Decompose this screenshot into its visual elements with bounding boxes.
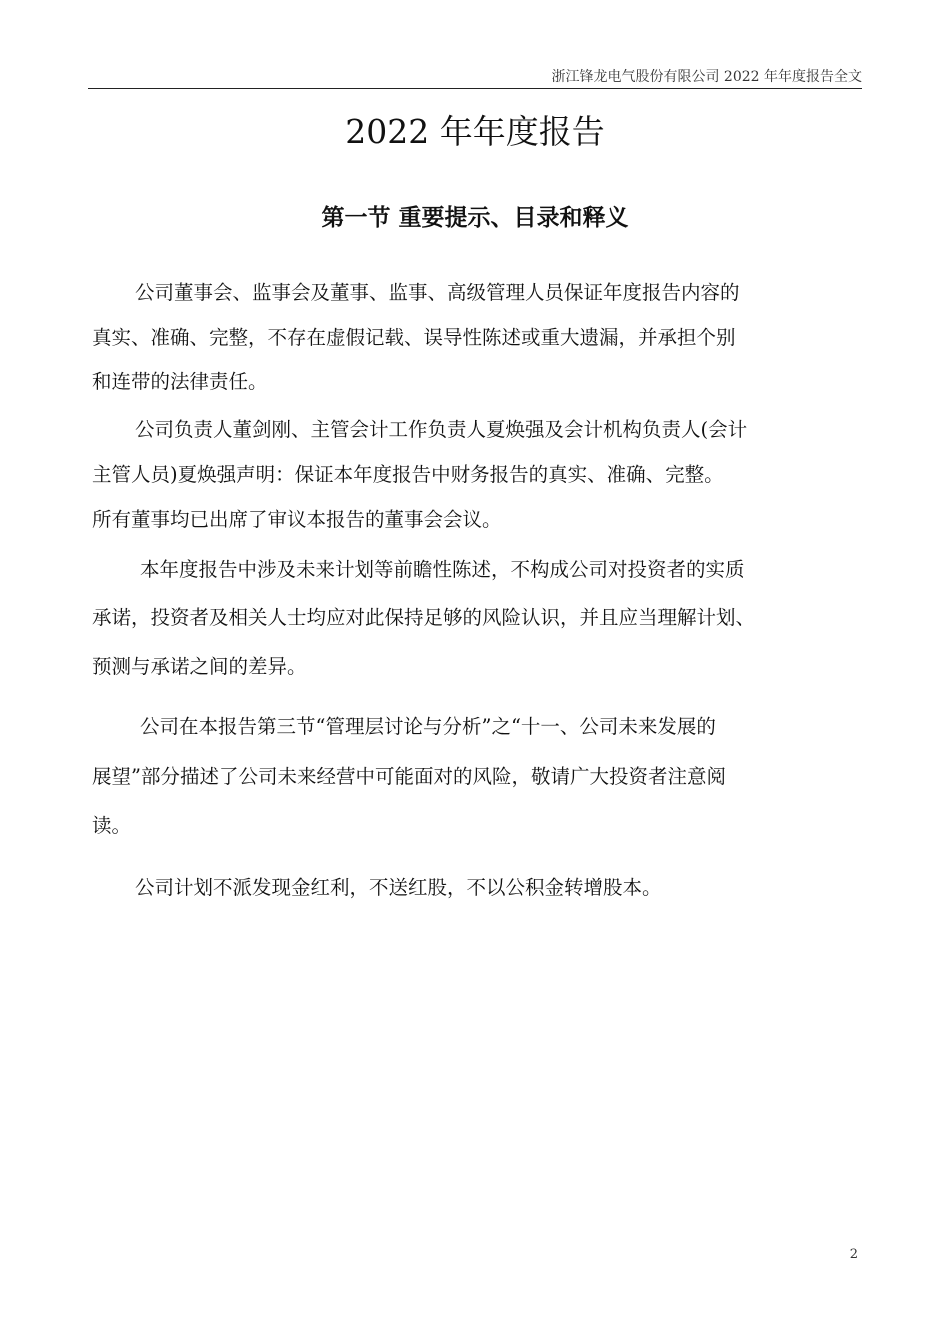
paragraph-3-line-1: 本年度报告中涉及未来计划等前瞻性陈述，不构成公司对投资者的实质 xyxy=(140,558,745,581)
document-title: 2022 年年度报告 xyxy=(345,112,605,151)
paragraph-4-line-1: 公司在本报告第三节“管理层讨论与分析”之“十一、公司未来发展的 xyxy=(140,715,716,738)
paragraph-4-line-2: 展望”部分描述了公司未来经营中可能面对的风险，敬请广大投资者注意阅 xyxy=(92,765,726,788)
paragraph-3-line-2: 承诺，投资者及相关人士均应对此保持足够的风险认识，并且应当理解计划、 xyxy=(92,606,756,629)
paragraph-1-line-3: 和连带的法律责任。 xyxy=(92,370,268,393)
paragraph-2-line-1: 公司负责人董剑刚、主管会计工作负责人夏焕强及会计机构负责人(会计 xyxy=(135,418,748,441)
header-divider xyxy=(88,88,862,89)
paragraph-1-line-1: 公司董事会、监事会及董事、监事、高级管理人员保证年度报告内容的 xyxy=(135,281,740,304)
page-number: 2 xyxy=(849,1247,858,1262)
paragraph-2-line-2: 主管人员)夏焕强声明：保证本年度报告中财务报告的真实、准确、完整。 xyxy=(92,463,724,486)
paragraph-3-line-3: 预测与承诺之间的差异。 xyxy=(92,655,307,678)
paragraph-1-line-2: 真实、准确、完整，不存在虚假记载、误导性陈述或重大遗漏，并承担个别 xyxy=(92,326,736,349)
section-title: 第一节 重要提示、目录和释义 xyxy=(321,204,629,231)
paragraph-5-line-1: 公司计划不派发现金红利，不送红股，不以公积金转增股本。 xyxy=(135,876,662,899)
running-header: 浙江锋龙电气股份有限公司 2022 年年度报告全文 xyxy=(551,69,862,85)
paragraph-2-line-3: 所有董事均已出席了审议本报告的董事会会议。 xyxy=(92,508,502,531)
paragraph-4-line-3: 读。 xyxy=(92,814,132,837)
